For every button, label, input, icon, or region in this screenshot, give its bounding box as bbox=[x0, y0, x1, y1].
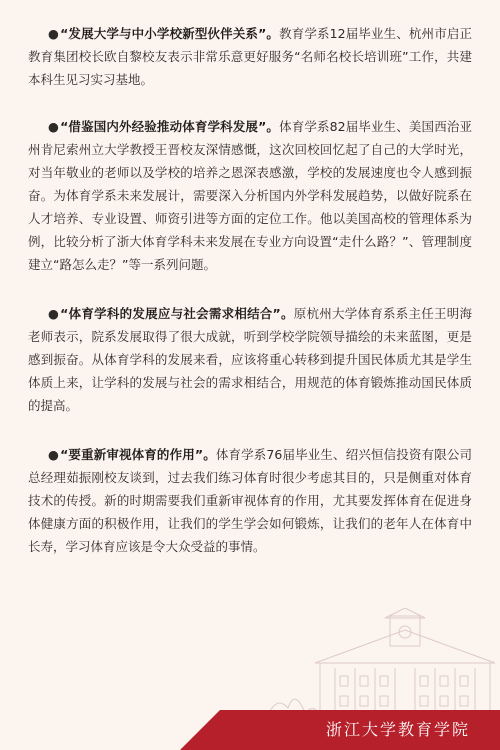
paragraph-text: 教育学系12届毕业生、杭州市启正教育集团校长欧自黎校友表示非常乐意更好服务“名师名校长培训班”工作，共建本科生见习实习基地。 bbox=[28, 26, 472, 87]
paragraph-heading: “发展大学与中小学校新型伙伴关系”。 bbox=[60, 26, 280, 41]
paragraph-3 bbox=[28, 302, 472, 417]
article-body bbox=[28, 22, 472, 580]
paragraph-heading: “借鉴国内外经验推动体育学科发展”。 bbox=[60, 119, 280, 134]
paragraph-text: 体育学系82届毕业生、美国西治亚州肯尼索州立大学教授王晋校友深情感慨，这次回校回忆起了自己的大学时光，对当年敬业的老师以及学校的培养之恩深表感激，学校的发展速度也令人感到振奋。为体育学系未来发展计，需要深入分析国内外学科发展趋势，以做好院系在人才培养、专业设置、师资引进等方面的定位工作。他以美国高校的管理体系为例，比较分析了浙大体育学科未来发展在专业方向设置“走什么路？”、管理制度建立“路怎么走？”等一系列问题。 bbox=[28, 119, 472, 272]
paragraph-heading: “体育学科的发展应与社会需求相结合”。 bbox=[60, 306, 294, 321]
paragraph-text: 体育学系76届毕业生、绍兴恒信投资有限公司总经理茹振刚校友谈到，过去我们练习体育时很少考虑其目的，只是侧重对体育技术的传授。新的时期需要我们重新审视体育的作用，尤其要发挥体育在促进身体健康方面的积极作用，让我们的学生学会如何锻炼，让我们的老年人在体育中长寿，学习体育应该是令大众受益的事情。 bbox=[28, 447, 472, 554]
bullet-icon: ● bbox=[48, 306, 60, 321]
paragraph-heading: “要重新审视体育的作用”。 bbox=[60, 447, 216, 462]
bullet-icon: ● bbox=[48, 447, 60, 462]
bullet-icon: ● bbox=[48, 119, 60, 134]
paragraph-2 bbox=[28, 115, 472, 276]
bullet-icon: ● bbox=[48, 26, 60, 41]
footer-label: 浙江大学教育学院 bbox=[325, 720, 470, 739]
paragraph-text: 原杭州大学体育系系主任王明海老师表示，院系发展取得了很大成就，听到学校学院领导描绘的未来蓝图，更是感到振奋。从体育学科的发展来看，应该将重心转移到提升国民体质尤其是学生体质上来，让学科的发展与社会的需求相结合，用规范的体育锻炼推动国民体质的提高。 bbox=[28, 306, 472, 413]
paragraph-4 bbox=[28, 443, 472, 558]
paragraph-1 bbox=[28, 22, 472, 91]
